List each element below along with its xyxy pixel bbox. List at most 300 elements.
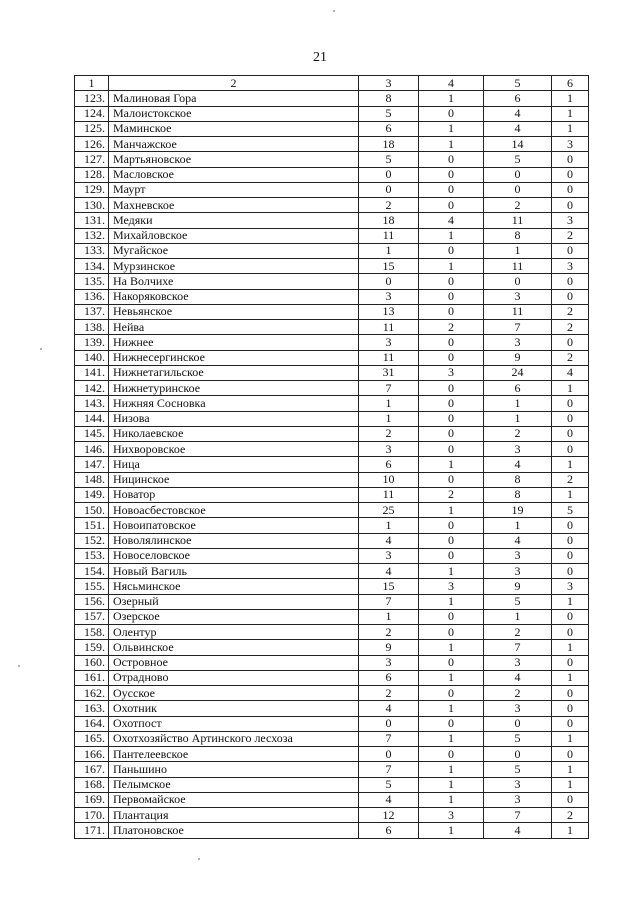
table-row [75, 701, 589, 716]
data-table [74, 75, 589, 839]
cell-col3: 3 [359, 548, 419, 563]
table-row [75, 640, 589, 655]
cell-col6: 2 [552, 228, 589, 243]
row-index: 128. [75, 167, 109, 182]
table-row [75, 365, 589, 380]
cell-col4: 0 [419, 198, 484, 213]
row-name: Паньшино [109, 762, 359, 777]
row-name: Новатор [109, 487, 359, 502]
row-index: 165. [75, 731, 109, 746]
cell-col6: 0 [552, 289, 589, 304]
row-name: Новоипатовское [109, 518, 359, 533]
cell-col6: 0 [552, 548, 589, 563]
cell-col4: 0 [419, 243, 484, 258]
cell-col4: 1 [419, 503, 484, 518]
row-name: Охотник [109, 701, 359, 716]
cell-col3: 0 [359, 716, 419, 731]
cell-col3: 7 [359, 594, 419, 609]
table-row [75, 487, 589, 502]
row-name: Отрадново [109, 670, 359, 685]
row-name: Новоселовское [109, 548, 359, 563]
table-row [75, 198, 589, 213]
cell-col4: 0 [419, 411, 484, 426]
cell-col4: 0 [419, 106, 484, 121]
cell-col4: 0 [419, 472, 484, 487]
cell-col5: 7 [484, 808, 552, 823]
cell-col4: 0 [419, 304, 484, 319]
table-row [75, 731, 589, 746]
cell-col3: 11 [359, 487, 419, 502]
cell-col6: 1 [552, 640, 589, 655]
scan-speck [40, 348, 42, 350]
cell-col4: 1 [419, 121, 484, 136]
cell-col5: 5 [484, 152, 552, 167]
row-name: Платоновское [109, 823, 359, 838]
cell-col4: 2 [419, 320, 484, 335]
cell-col5: 1 [484, 396, 552, 411]
cell-col5: 0 [484, 167, 552, 182]
row-index: 156. [75, 594, 109, 609]
cell-col5: 4 [484, 670, 552, 685]
cell-col3: 0 [359, 182, 419, 197]
cell-col3: 9 [359, 640, 419, 655]
cell-col6: 0 [552, 335, 589, 350]
row-index: 142. [75, 381, 109, 396]
cell-col4: 1 [419, 823, 484, 838]
cell-col4: 0 [419, 152, 484, 167]
cell-col4: 0 [419, 533, 484, 548]
table-row [75, 594, 589, 609]
cell-col4: 3 [419, 808, 484, 823]
cell-col3: 15 [359, 579, 419, 594]
cell-col3: 2 [359, 686, 419, 701]
cell-col5: 4 [484, 457, 552, 472]
row-name: Нижнетагильское [109, 365, 359, 380]
cell-col3: 25 [359, 503, 419, 518]
cell-col6: 2 [552, 350, 589, 365]
cell-col3: 4 [359, 701, 419, 716]
row-name: Пантелеевское [109, 747, 359, 762]
table-row [75, 808, 589, 823]
cell-col3: 31 [359, 365, 419, 380]
cell-col3: 12 [359, 808, 419, 823]
cell-col6: 0 [552, 701, 589, 716]
cell-col6: 1 [552, 777, 589, 792]
cell-col5: 3 [484, 442, 552, 457]
table-row [75, 670, 589, 685]
row-name: Михайловское [109, 228, 359, 243]
row-index: 140. [75, 350, 109, 365]
row-name: Охотхозяйство Артинского лесхоза [109, 731, 359, 746]
row-index: 137. [75, 304, 109, 319]
cell-col6: 0 [552, 396, 589, 411]
cell-col4: 0 [419, 182, 484, 197]
cell-col4: 1 [419, 731, 484, 746]
cell-col5: 3 [484, 335, 552, 350]
table-row [75, 548, 589, 563]
cell-col5: 1 [484, 243, 552, 258]
cell-col3: 5 [359, 106, 419, 121]
cell-col3: 3 [359, 442, 419, 457]
cell-col6: 0 [552, 747, 589, 762]
row-index: 150. [75, 503, 109, 518]
cell-col5: 9 [484, 350, 552, 365]
cell-col3: 10 [359, 472, 419, 487]
row-name: Нейва [109, 320, 359, 335]
row-index: 169. [75, 792, 109, 807]
table-row [75, 350, 589, 365]
cell-col5: 3 [484, 777, 552, 792]
cell-col6: 2 [552, 320, 589, 335]
row-index: 151. [75, 518, 109, 533]
cell-col6: 0 [552, 243, 589, 258]
row-index: 160. [75, 655, 109, 670]
cell-col3: 0 [359, 274, 419, 289]
cell-col4: 1 [419, 792, 484, 807]
cell-col4: 4 [419, 213, 484, 228]
cell-col4: 0 [419, 396, 484, 411]
cell-col6: 0 [552, 533, 589, 548]
table-row [75, 762, 589, 777]
cell-col6: 1 [552, 487, 589, 502]
cell-col6: 1 [552, 106, 589, 121]
table-row [75, 228, 589, 243]
row-index: 155. [75, 579, 109, 594]
row-index: 158. [75, 625, 109, 640]
table-row [75, 182, 589, 197]
cell-col4: 0 [419, 655, 484, 670]
cell-col4: 1 [419, 259, 484, 274]
cell-col6: 0 [552, 518, 589, 533]
cell-col3: 2 [359, 625, 419, 640]
cell-col3: 4 [359, 533, 419, 548]
cell-col6: 0 [552, 426, 589, 441]
cell-col3: 3 [359, 655, 419, 670]
cell-col6: 1 [552, 823, 589, 838]
cell-col6: 3 [552, 213, 589, 228]
row-name: Нижнее [109, 335, 359, 350]
row-index: 148. [75, 472, 109, 487]
cell-col5: 4 [484, 533, 552, 548]
table-row [75, 274, 589, 289]
cell-col4: 0 [419, 686, 484, 701]
cell-col5: 7 [484, 320, 552, 335]
cell-col5: 3 [484, 792, 552, 807]
row-name: Маурт [109, 182, 359, 197]
cell-col6: 0 [552, 152, 589, 167]
cell-col5: 4 [484, 106, 552, 121]
cell-col6: 1 [552, 457, 589, 472]
cell-col6: 0 [552, 686, 589, 701]
table-row [75, 381, 589, 396]
row-index: 134. [75, 259, 109, 274]
cell-col4: 1 [419, 228, 484, 243]
cell-col4: 1 [419, 701, 484, 716]
cell-col5: 2 [484, 686, 552, 701]
scan-speck [18, 665, 20, 667]
row-name: Островное [109, 655, 359, 670]
cell-col6: 0 [552, 655, 589, 670]
cell-col3: 6 [359, 121, 419, 136]
cell-col4: 0 [419, 518, 484, 533]
cell-col4: 0 [419, 442, 484, 457]
cell-col3: 6 [359, 670, 419, 685]
row-name: Новоасбестовское [109, 503, 359, 518]
row-index: 130. [75, 198, 109, 213]
cell-col6: 0 [552, 411, 589, 426]
cell-col5: 6 [484, 91, 552, 106]
cell-col5: 4 [484, 823, 552, 838]
row-index: 125. [75, 121, 109, 136]
table-row [75, 472, 589, 487]
row-name: Мурзинское [109, 259, 359, 274]
table-row [75, 625, 589, 640]
row-name: Николаевское [109, 426, 359, 441]
cell-col6: 1 [552, 594, 589, 609]
table-row [75, 152, 589, 167]
column-header: 4 [419, 76, 484, 91]
row-name: Ольвинское [109, 640, 359, 655]
cell-col3: 1 [359, 518, 419, 533]
row-index: 123. [75, 91, 109, 106]
cell-col6: 0 [552, 442, 589, 457]
row-name: Малиновая Гора [109, 91, 359, 106]
page-number: 21 [313, 50, 327, 65]
row-index: 143. [75, 396, 109, 411]
cell-col3: 1 [359, 243, 419, 258]
row-index: 168. [75, 777, 109, 792]
cell-col5: 3 [484, 701, 552, 716]
cell-col3: 4 [359, 792, 419, 807]
cell-col5: 1 [484, 609, 552, 624]
row-name: Оусское [109, 686, 359, 701]
table-row [75, 579, 589, 594]
cell-col6: 0 [552, 716, 589, 731]
cell-col6: 2 [552, 304, 589, 319]
cell-col4: 0 [419, 350, 484, 365]
row-index: 141. [75, 365, 109, 380]
row-index: 171. [75, 823, 109, 838]
row-name: Накоряковское [109, 289, 359, 304]
cell-col3: 3 [359, 335, 419, 350]
cell-col5: 3 [484, 548, 552, 563]
cell-col4: 1 [419, 137, 484, 152]
cell-col5: 14 [484, 137, 552, 152]
row-name: Нижнесергинское [109, 350, 359, 365]
cell-col3: 18 [359, 137, 419, 152]
cell-col5: 2 [484, 625, 552, 640]
cell-col4: 1 [419, 594, 484, 609]
cell-col4: 0 [419, 274, 484, 289]
cell-col4: 1 [419, 457, 484, 472]
row-name: Нижняя Сосновка [109, 396, 359, 411]
row-name: Малоистокское [109, 106, 359, 121]
cell-col4: 1 [419, 91, 484, 106]
row-name: Ница [109, 457, 359, 472]
row-name: Маминское [109, 121, 359, 136]
cell-col5: 2 [484, 426, 552, 441]
table-row [75, 823, 589, 838]
row-index: 166. [75, 747, 109, 762]
row-index: 170. [75, 808, 109, 823]
row-index: 157. [75, 609, 109, 624]
cell-col4: 1 [419, 640, 484, 655]
cell-col6: 0 [552, 182, 589, 197]
cell-col3: 2 [359, 198, 419, 213]
column-header: 3 [359, 76, 419, 91]
cell-col3: 6 [359, 823, 419, 838]
cell-col5: 5 [484, 731, 552, 746]
row-index: 154. [75, 564, 109, 579]
table-row [75, 609, 589, 624]
cell-col3: 15 [359, 259, 419, 274]
row-name: Ницинское [109, 472, 359, 487]
row-index: 136. [75, 289, 109, 304]
cell-col3: 11 [359, 228, 419, 243]
cell-col3: 5 [359, 777, 419, 792]
row-name: Озерское [109, 609, 359, 624]
row-index: 147. [75, 457, 109, 472]
table-row [75, 304, 589, 319]
cell-col5: 24 [484, 365, 552, 380]
table-row [75, 335, 589, 350]
cell-col6: 1 [552, 381, 589, 396]
table-row [75, 121, 589, 136]
cell-col3: 1 [359, 609, 419, 624]
cell-col4: 3 [419, 579, 484, 594]
cell-col5: 11 [484, 259, 552, 274]
cell-col4: 0 [419, 716, 484, 731]
table-row [75, 442, 589, 457]
cell-col6: 5 [552, 503, 589, 518]
row-name: Махневское [109, 198, 359, 213]
cell-col6: 3 [552, 259, 589, 274]
cell-col3: 11 [359, 320, 419, 335]
table-row [75, 259, 589, 274]
row-name: Пелымское [109, 777, 359, 792]
cell-col3: 1 [359, 396, 419, 411]
row-index: 129. [75, 182, 109, 197]
cell-col4: 0 [419, 335, 484, 350]
cell-col5: 1 [484, 411, 552, 426]
row-name: Охотпост [109, 716, 359, 731]
cell-col5: 0 [484, 716, 552, 731]
row-name: Нясьминское [109, 579, 359, 594]
table-row [75, 777, 589, 792]
table-row [75, 137, 589, 152]
row-index: 133. [75, 243, 109, 258]
cell-col4: 0 [419, 381, 484, 396]
row-index: 127. [75, 152, 109, 167]
row-index: 149. [75, 487, 109, 502]
row-name: Нижнетуринское [109, 381, 359, 396]
cell-col4: 0 [419, 625, 484, 640]
cell-col5: 0 [484, 182, 552, 197]
cell-col6: 0 [552, 274, 589, 289]
cell-col6: 4 [552, 365, 589, 380]
cell-col3: 2 [359, 426, 419, 441]
cell-col3: 6 [359, 457, 419, 472]
cell-col5: 0 [484, 747, 552, 762]
column-header: 5 [484, 76, 552, 91]
table-row [75, 320, 589, 335]
row-name: На Волчихе [109, 274, 359, 289]
cell-col4: 0 [419, 747, 484, 762]
row-index: 167. [75, 762, 109, 777]
cell-col4: 1 [419, 670, 484, 685]
cell-col4: 0 [419, 609, 484, 624]
table-row [75, 426, 589, 441]
cell-col6: 1 [552, 121, 589, 136]
row-name: Манчажское [109, 137, 359, 152]
cell-col3: 11 [359, 350, 419, 365]
cell-col6: 1 [552, 731, 589, 746]
row-name: Низова [109, 411, 359, 426]
table-row [75, 243, 589, 258]
cell-col5: 3 [484, 655, 552, 670]
cell-col4: 3 [419, 365, 484, 380]
table-row [75, 686, 589, 701]
row-index: 139. [75, 335, 109, 350]
table-row [75, 747, 589, 762]
cell-col5: 9 [484, 579, 552, 594]
table-row [75, 533, 589, 548]
cell-col6: 3 [552, 137, 589, 152]
cell-col3: 3 [359, 289, 419, 304]
cell-col3: 13 [359, 304, 419, 319]
table-row [75, 396, 589, 411]
row-index: 161. [75, 670, 109, 685]
table-row [75, 503, 589, 518]
row-name: Нихворовское [109, 442, 359, 457]
cell-col4: 1 [419, 762, 484, 777]
row-index: 163. [75, 701, 109, 716]
cell-col5: 3 [484, 289, 552, 304]
cell-col6: 0 [552, 564, 589, 579]
cell-col3: 7 [359, 762, 419, 777]
cell-col3: 7 [359, 731, 419, 746]
cell-col4: 0 [419, 548, 484, 563]
row-name: Плантация [109, 808, 359, 823]
table-row [75, 457, 589, 472]
cell-col3: 18 [359, 213, 419, 228]
cell-col6: 1 [552, 762, 589, 777]
cell-col6: 0 [552, 167, 589, 182]
row-name: Медяки [109, 213, 359, 228]
row-index: 135. [75, 274, 109, 289]
scan-speck [198, 858, 200, 860]
cell-col3: 1 [359, 411, 419, 426]
cell-col4: 2 [419, 487, 484, 502]
header-row [75, 76, 589, 91]
row-index: 164. [75, 716, 109, 731]
row-name: Масловское [109, 167, 359, 182]
cell-col5: 3 [484, 564, 552, 579]
row-name: Олентур [109, 625, 359, 640]
cell-col4: 1 [419, 777, 484, 792]
cell-col5: 11 [484, 213, 552, 228]
row-index: 162. [75, 686, 109, 701]
row-name: Первомайское [109, 792, 359, 807]
cell-col3: 5 [359, 152, 419, 167]
cell-col4: 1 [419, 564, 484, 579]
cell-col5: 8 [484, 487, 552, 502]
cell-col6: 1 [552, 670, 589, 685]
table-row [75, 91, 589, 106]
row-index: 144. [75, 411, 109, 426]
table-row [75, 411, 589, 426]
row-index: 138. [75, 320, 109, 335]
